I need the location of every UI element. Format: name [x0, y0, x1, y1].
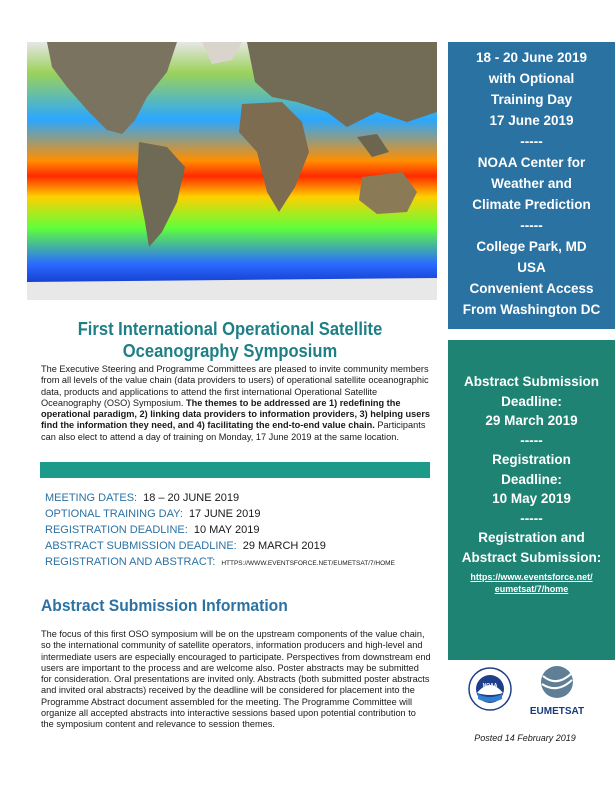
date-row-meeting	[45, 490, 435, 506]
date-value: 29 MARCH 2019	[242, 540, 326, 552]
sidebar-line: Registration	[492, 452, 571, 467]
symposium-title	[55, 318, 405, 362]
sidebar-line: Deadline:	[501, 393, 562, 409]
intro-plain: The Executive Steering and Programme Committees are pleased to invite community members from all levels of the value chain (data providers to users) of operational satellite oceanographic data, products and applications to attend the first international Operational Satellite Oceanography (OSO) Symposium.	[41, 364, 429, 408]
date-label: OPTIONAL TRAINING DAY:	[45, 508, 183, 520]
date-row-registration-link	[45, 554, 435, 572]
sidebar-line: Training Day	[490, 92, 573, 107]
date-label: MEETING DATES:	[45, 492, 138, 504]
sidebar-line: 18 - 20 June 2019	[475, 50, 588, 65]
eumetsat-logo-text: EUMETSAT	[529, 706, 585, 717]
sidebar-line: Weather and	[491, 176, 572, 191]
registration-link[interactable]	[448, 571, 615, 595]
sidebar-line: Convenient Access	[469, 281, 594, 296]
world-map-graphic	[27, 42, 437, 300]
date-row-training	[45, 506, 435, 522]
posted-date: Posted 14 February 2019	[474, 733, 576, 743]
deadlines-sidebar	[448, 340, 615, 660]
eumetsat-logo-icon	[525, 662, 589, 720]
sidebar-line: College Park, MD	[476, 239, 587, 254]
sidebar-line: 10 May 2019	[492, 491, 571, 506]
sidebar-line: USA	[517, 260, 546, 275]
sidebar-line: 17 June 2019	[489, 113, 574, 128]
noaa-logo	[468, 667, 512, 711]
sidebar-separator: -----	[520, 134, 543, 149]
intro-paragraph	[41, 364, 433, 443]
sidebar-line: 29 March 2019	[485, 413, 578, 428]
registration-url[interactable]: HTTPS://WWW.EVENTSFORCE.NET/EUMETSAT/7/HOME	[221, 560, 395, 567]
sidebar-separator: -----	[520, 510, 543, 526]
noaa-logo-text: NOAA	[482, 683, 498, 689]
abstract-body: The focus of this first OSO symposium will be on the upstream components of the value chain, so the international community of satellite operators, information producers and high-level and intermediate users are especially encouraged to participate. Perspectives from downstream end users are important to the process and are welcome also. Poster abstracts may be submitted for consideration. Oral presentations are invited only. Abstracts (both submitted poster abstracts and invited oral abstracts) received by the deadline will be considered for placement into the Programme Abstract document assembled for the meeting. The Programme Committee will organize all accepted abstracts into interactive sessions based upon potential contribution to the symposium content and relevance to session themes.	[41, 629, 431, 730]
sidebar-line: Abstract Submission:	[461, 549, 602, 565]
date-label: ABSTRACT SUBMISSION DEADLINE:	[45, 540, 237, 552]
date-value: 10 MAY 2019	[193, 524, 260, 536]
date-row-registration	[45, 522, 435, 538]
sidebar-line: Registration and	[478, 530, 585, 545]
link-line-2[interactable]: eumetsat/7/home	[494, 584, 569, 594]
date-label: REGISTRATION DEADLINE:	[45, 524, 188, 536]
intro-themes: The themes to be addressed are 1) redefining the operational paradigm, 2) linking data providers to information providers, 3) helping users find the information they need, and 4) facilitating the end-to-end value chain.	[41, 397, 431, 431]
sidebar-line: Climate Prediction	[472, 197, 591, 212]
sidebar-separator: -----	[520, 432, 543, 448]
title-line-1: First International Operational Satellite	[77, 319, 383, 339]
date-row-abstract	[45, 538, 435, 554]
event-info-sidebar	[448, 42, 615, 329]
sidebar-line: Deadline:	[501, 471, 562, 487]
sidebar-line: with Optional	[488, 71, 575, 86]
abstract-heading: Abstract Submission Information	[41, 596, 288, 615]
sidebar-line: Abstract Submission	[463, 374, 600, 389]
divider-bar	[40, 462, 430, 478]
sidebar-line: From Washington DC	[462, 302, 601, 317]
registration-label: REGISTRATION AND ABSTRACT:	[45, 556, 216, 568]
eumetsat-logo	[525, 662, 589, 720]
date-value: 18 – 20 JUNE 2019	[143, 492, 240, 504]
title-line-2: Oceanography Symposium	[122, 341, 338, 361]
noaa-logo-icon	[468, 667, 512, 711]
link-line-1[interactable]: https://www.eventsforce.net/	[470, 572, 593, 582]
sidebar-line: NOAA Center for	[477, 155, 586, 170]
satellite-sst-map	[27, 42, 437, 300]
key-dates-list	[45, 490, 435, 572]
intro-tail: Participants can also elect to attend a day of training on Monday, 17 June 2019 at the same location.	[41, 420, 426, 442]
date-value: 17 JUNE 2019	[188, 508, 261, 520]
sidebar-separator: -----	[520, 218, 543, 233]
